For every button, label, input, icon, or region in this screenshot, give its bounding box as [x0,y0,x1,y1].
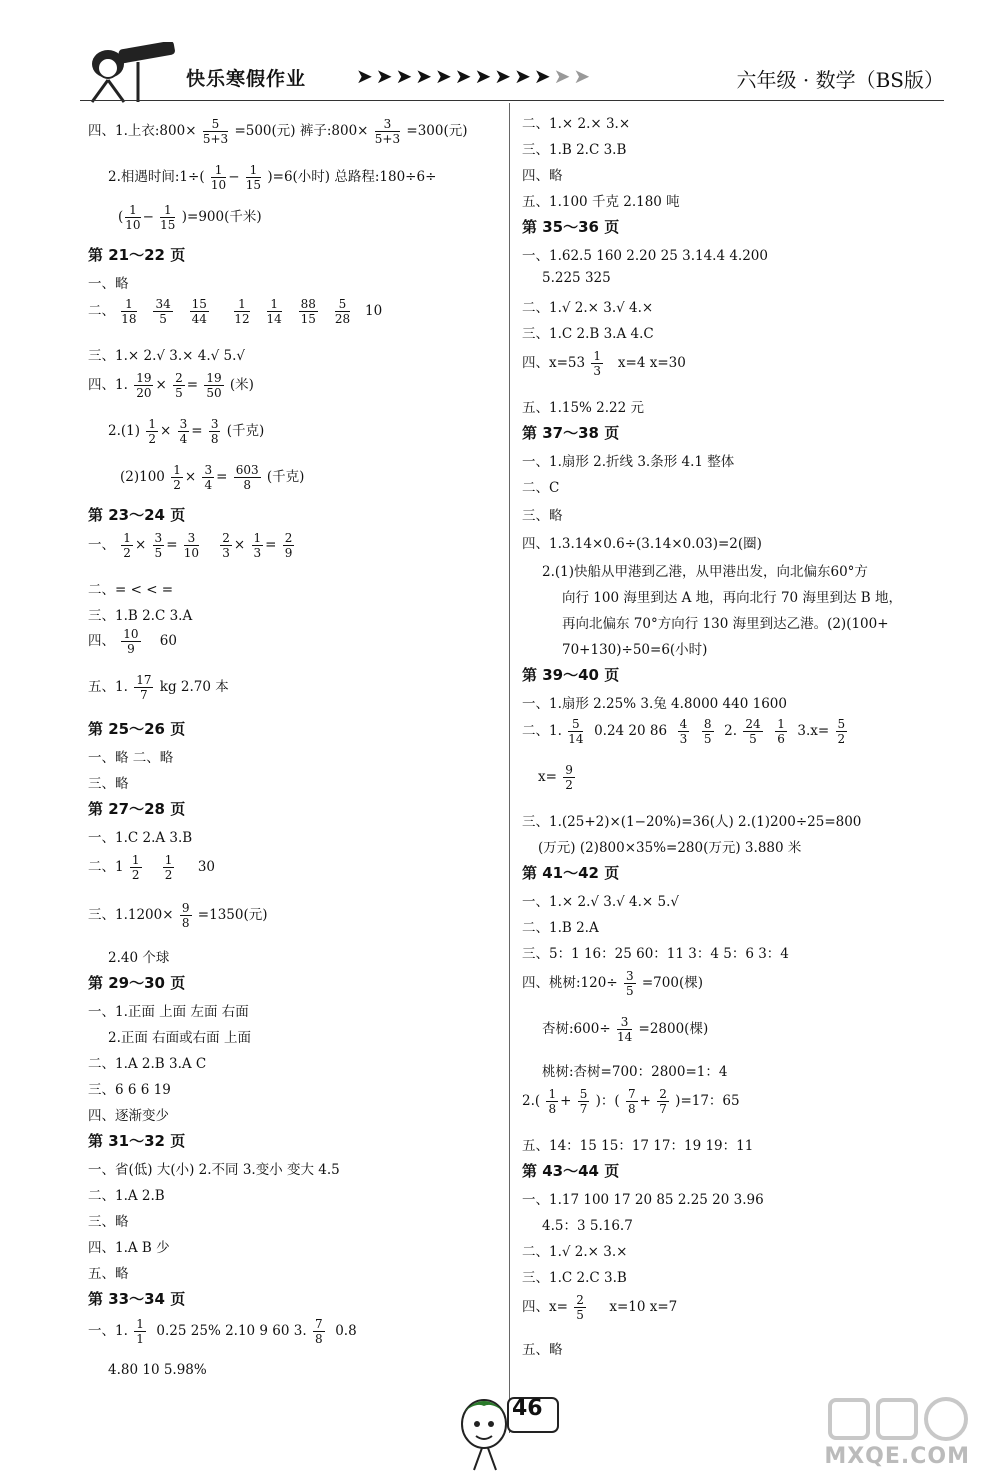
answer-line [88,628,177,655]
num: 2 [222,531,230,545]
den: 2 [173,478,181,492]
answer-line [88,854,215,881]
fraction [234,464,261,491]
fraction [178,418,190,445]
fraction [299,298,318,325]
answer-line: 2.(1)快船从甲港到乙港，从甲港出发，向北偏东60°方 [542,564,868,580]
den: 15 [160,218,176,232]
den: 10 [210,178,227,192]
answer-line: 一、1.62.5 160 2.20 25 3.14.4 4.200 [522,248,768,264]
num: 3 [617,1016,632,1030]
den: 3 [222,546,230,560]
fraction [624,970,636,997]
num: 5 [837,717,846,731]
answer-line: 三、6 6 6 19 [88,1082,171,1098]
header-rule [80,100,944,101]
fraction [134,674,153,701]
fraction [202,464,214,491]
fraction [121,532,133,559]
num: 3 [625,969,634,983]
den: 7 [140,688,148,702]
text: (千克) [226,423,265,439]
answer-line: 2.正面 右面或右面 上面 [108,1030,251,1046]
text: kg 2.70 本 [159,679,229,695]
num: 2 [659,1087,667,1101]
num: 1 [136,1317,144,1331]
section-heading: 第 29～30 页 [88,974,186,992]
den: 2 [131,868,140,882]
text: (千克) [266,469,305,485]
num: 19 [206,371,222,385]
fraction [283,532,295,559]
num: 5 [579,1087,588,1101]
fraction [591,350,603,377]
answer-line: 桃树:杏树=700：2800=1：4 [542,1064,728,1080]
brand-happy: 快乐 [186,68,227,90]
den: 9 [127,642,135,656]
den: 8 [314,1332,323,1346]
fraction [130,854,142,881]
fraction [134,372,153,399]
num: 1 [246,164,261,178]
fraction [702,718,714,745]
text: 四、1. [88,377,128,393]
answer-line: 四、1.3.14×0.6÷(3.14×0.03)=2(圈) [522,536,762,552]
text: 四、1.上衣:800× [88,123,197,139]
den: 8 [243,478,251,492]
answer-line: 一、 $\frac{1}{2}$ × $\frac{3}{5}$ = $\frac{3}{10}$ $\frac{2}{3}$ × $\frac{1}{3}$ = $\frac{2}{9}$ [88,531,293,560]
den: 3 [253,546,262,560]
den: 1 [136,1332,144,1346]
text: 四、x= [522,1299,568,1315]
text: 二、 [88,303,115,319]
text: 2.( [522,1093,541,1109]
text: x= [538,769,557,785]
num: 5 [203,118,228,132]
answer-line: 一、省(低) 大(小) 2.不同 3.变小 变大 4.5 [88,1162,340,1178]
fraction [153,298,172,325]
answer-line: 二、C [522,480,560,496]
answer-line: 三、略 [522,508,563,524]
den: 3 [593,364,602,378]
answer-line: 二、1.× 2.× 3.× [522,116,631,132]
answer-line: 二、1.√ 2.× 3.× [522,1244,628,1260]
answer-line: 四、略 [522,168,563,184]
den: 50 [206,386,222,400]
fraction [209,418,221,445]
den: 4 [204,478,213,492]
text: 60 [159,633,177,649]
arrow-decoration [356,64,593,88]
num: 3 [375,118,400,132]
answer-line: 5.225 325 [542,270,611,286]
answer-line [88,1318,357,1345]
text: 0.24 20 86 [594,723,668,739]
answer-line: ( $\frac{1}{10}$ − $\frac{1}{15}$ )=900(千米) [118,203,262,232]
num: 10 [123,627,139,641]
num: 603 [235,463,259,477]
text: 30 [197,859,215,875]
den: 5 [175,386,183,400]
answer-line [522,718,849,745]
den: 5+3 [202,132,229,146]
num: 24 [745,717,761,731]
den: 28 [334,312,351,326]
text: 杏树:600÷ [542,1021,611,1037]
fraction [204,372,223,399]
text: 二、1. [522,723,562,739]
column-divider [509,103,510,1433]
grade-subject-label: 六年级 · 数学（BS版） [736,68,944,92]
num: 2 [284,531,293,545]
text: )=17：65 [675,1093,740,1109]
answer-line: 三、1.(25+2)×(1−20%)=36(人) 2.(1)200÷25=800 [522,814,862,830]
fraction [153,532,165,559]
fraction [836,718,848,745]
text: 二、1 [88,859,124,875]
text: x=4 x=30 [617,355,686,371]
answer-line: 2.40 个球 [108,950,170,966]
section-heading: 第 35～36 页 [522,218,620,236]
text: =700(棵) [641,975,703,991]
num: 1 [148,417,156,431]
text: 四、桃树:120÷ [522,975,618,991]
num: 88 [300,297,316,311]
answer-line [88,298,382,325]
answer-line: 四、1.A B 少 [88,1240,170,1256]
num: 1 [548,1087,557,1101]
fraction [171,464,183,491]
text: 四、 [88,633,115,649]
den: 5 [749,732,757,746]
answer-line: 向行 100 海里到达 A 地，再向北行 70 海里到达 B 地， [562,590,902,606]
fraction [563,764,575,791]
fraction [252,532,264,559]
num: 1 [777,717,785,731]
num: 1 [211,164,226,178]
workbook-brand [186,64,306,91]
answer-line: 四、逐渐变少 [88,1108,169,1124]
answer-line: 三、1.× 2.√ 3.× 4.√ 5.√ [88,348,245,364]
num: 2 [175,371,183,385]
num: 4 [679,717,688,731]
fraction [743,718,762,745]
answer-line: 四、1. $\frac{19}{20}$ × $\frac{2}{5}$ = $\frac{19}{50}$ (米) [88,371,254,400]
num: 1 [160,204,175,218]
den: 12 [234,312,250,326]
den: 5 [154,546,163,560]
answer-line: 五、略 [522,1342,563,1358]
section-heading: 第 23～24 页 [88,506,186,524]
fraction [134,1318,146,1345]
answer-line: (2)100 $\frac{1}{2}$ × $\frac{3}{4}$ = $\frac{603}{8}$ (千克) [120,463,305,492]
section-heading: 第 39～40 页 [522,666,620,684]
text: 0.8 [335,1323,357,1339]
num: 9 [181,901,190,915]
num: 1 [121,298,136,312]
fraction [125,204,140,231]
fraction [574,1294,586,1321]
fraction [678,718,690,745]
answer-line: 二、1.√ 2.× 3.√ 4.× [522,300,654,316]
answer-line [88,118,468,145]
brand-winter-homework: 寒假作业 [226,68,307,90]
answer-line: 二、1.A 2.B 3.A C [88,1056,207,1072]
text: 一、 [88,537,115,553]
den: 2 [123,546,131,560]
text: =500(元) 裤子:800× [234,123,369,139]
text: 2. [724,723,738,739]
section-heading: 第 27～28 页 [88,800,186,818]
num: 3 [184,532,199,546]
text: 四、x=53 [522,355,586,371]
fraction [578,1088,590,1115]
den: 7 [579,1102,588,1116]
num: 34 [155,297,171,311]
answer-line: 一、略 [88,276,129,292]
den: 2 [565,778,573,792]
den: 5 [159,312,167,326]
num: 1 [267,298,282,312]
num: 5 [335,298,350,312]
den: 2 [164,868,173,882]
text: x=10 x=7 [609,1299,678,1315]
fraction [160,204,175,231]
answer-line: 4.5：3 5.16.7 [542,1218,633,1234]
num: 5 [568,718,583,732]
answer-line: 一、1.17 100 17 20 85 2.25 20 3.96 [522,1192,764,1208]
num: 19 [136,371,152,385]
text: =2800(棵) [638,1021,709,1037]
fraction [313,1318,325,1345]
den: 3 [679,732,688,746]
answer-line: 一、略 二、略 [88,750,174,766]
den: 6 [777,732,785,746]
fraction [234,298,249,325]
text: 10 [364,303,383,319]
num: 2 [576,1293,584,1307]
answer-line: 一、1.扇形 2.折线 3.条形 4.1 整体 [522,454,735,470]
answer-line: 2.( $\frac{1}{8}$ + $\frac{5}{7}$ )：( $\frac{7}{8}$ + $\frac{2}{7}$ )=17：65 [522,1087,740,1116]
num: 15 [191,297,207,311]
fraction [246,164,261,191]
section-heading: 第 33～34 页 [88,1290,186,1308]
answer-line: 二、= < < = [88,582,174,598]
text: 2.(1) [108,423,141,439]
num: 9 [565,763,573,777]
arrow-row: ➤➤➤➤➤➤➤➤➤➤ [356,64,554,88]
num: 3 [179,417,188,431]
mascot-scroll-icon [452,1384,562,1474]
answer-line: 一、1.正面 上面 左面 右面 [88,1004,249,1020]
fraction [546,1088,558,1115]
fraction [146,418,158,445]
num: 8 [703,717,712,731]
den: 20 [136,386,152,400]
den: 8 [181,916,190,930]
answer-line: 三、1.B 2.C 3.A [88,608,193,624]
den: 15 [300,312,316,326]
text: =300(元) [406,123,468,139]
num: 1 [125,204,140,218]
answer-line: 一、1.扇形 2.25% 3.兔 4.8000 440 1600 [522,696,787,712]
fraction [375,118,400,145]
answer-line [88,674,229,701]
den: 10 [125,218,141,232]
fraction [568,718,583,745]
den: 8 [210,432,219,446]
answer-line [538,764,577,791]
answer-line: 二、1.A 2.B [88,1188,165,1204]
fraction [617,1016,632,1043]
fraction [121,298,136,325]
text: (2)100 [120,469,165,485]
answer-line: 4.80 10 5.98% [108,1362,207,1378]
answer-line: 一、1.× 2.√ 3.√ 4.× 5.√ [522,894,679,910]
watermark-text: MXQE.COM [824,1444,970,1469]
num: 17 [136,673,152,687]
den: 44 [191,312,207,326]
den: 5 [625,984,634,998]
den: 2 [148,432,156,446]
answer-line [522,350,686,377]
text: )=6(小时) 总路程:180÷6÷ [267,169,437,185]
fraction [163,854,175,881]
text: 2.相遇时间:1÷( [108,169,205,185]
text: 一、1. [88,1323,128,1339]
fraction [626,1088,638,1115]
fraction [203,118,228,145]
num: 1 [234,298,249,312]
text: =1350(元) [197,907,268,923]
section-heading: 第 41～42 页 [522,864,620,882]
section-heading: 第 25～26 页 [88,720,186,738]
fraction [184,532,199,559]
fraction [173,372,185,399]
num: 1 [164,853,173,867]
fraction [220,532,232,559]
den: 14 [266,312,282,326]
fraction [180,902,192,929]
den: 5+3 [374,132,401,146]
text: 0.25 25% 2.10 9 60 3. [156,1323,307,1339]
den: 14 [568,732,584,746]
num: 1 [131,853,140,867]
fraction [267,298,282,325]
den: 5 [576,1308,584,1322]
answer-line: 70+130)÷50=6(小时) [562,642,708,658]
num: 3 [154,531,163,545]
text: 五、1. [88,679,128,695]
answer-line: 五、1.100 千克 2.180 吨 [522,194,680,210]
answer-line: (万元) (2)800×35%=280(万元) 3.880 米 [538,840,802,856]
den: 7 [659,1102,667,1116]
answer-line: 五、1.15% 2.22 元 [522,400,645,416]
mascot-telescope-icon [78,42,178,104]
answer-line: 三、略 [88,1214,129,1230]
answer-line [522,1294,677,1321]
text: 三、1.1200× [88,907,174,923]
answer-line: 2.(1) $\frac{1}{2}$ × $\frac{3}{4}$ = $\frac{3}{8}$ (千克) [108,417,265,446]
text: (米) [229,377,254,393]
answer-line: 三、1.B 2.C 3.B [522,142,627,158]
text: 3.x= [797,723,830,739]
den: 15 [245,178,262,192]
section-heading: 第 43～44 页 [522,1162,620,1180]
num: 3 [210,417,219,431]
den: 4 [179,432,188,446]
answer-line: 二、1.B 2.A [522,920,599,936]
answer-line: 一、1.C 2.A 3.B [88,830,193,846]
fraction [190,298,209,325]
num: 1 [123,531,131,545]
fraction [775,718,787,745]
den: 5 [703,732,712,746]
fraction [657,1088,669,1115]
num: 1 [173,463,181,477]
section-heading: 第 37～38 页 [522,424,620,442]
den: 14 [616,1030,633,1044]
answer-line: 五、略 [88,1266,129,1282]
num: 7 [627,1087,636,1101]
answer-line [88,902,268,929]
den: 8 [548,1102,557,1116]
num: 1 [253,531,262,545]
answer-line: 再向北偏东 70°方向行 130 海里到达乙港。(2)(100+ [562,616,889,632]
fraction [211,164,226,191]
den: 8 [627,1102,636,1116]
num: 7 [314,1317,323,1331]
arrow-row-fade: ➤➤ [553,64,594,88]
den: 18 [121,312,137,326]
page-number: 46 [512,1396,543,1421]
answer-line: 2.相遇时间:1÷( $\frac{1}{10}$ − $\frac{1}{15}$ )=6(小时) 总路程:180÷6÷ [108,163,437,192]
den: 2 [837,732,846,746]
answer-line [522,970,703,997]
text: )：( [595,1093,620,1109]
answer-line: 五、14：15 15：17 17：19 19：11 [522,1138,754,1154]
answer-line [542,1016,708,1043]
num: 3 [204,463,213,477]
answer-line: 三、1.C 2.C 3.B [522,1270,627,1286]
fraction [121,628,140,655]
fraction [335,298,350,325]
section-heading: 第 21～22 页 [88,246,186,264]
text: )=900(千米) [181,209,262,225]
answer-line: 三、略 [88,776,129,792]
num: 1 [593,349,602,363]
page-header [0,0,1000,110]
answer-line: 三、1.C 2.B 3.A 4.C [522,326,654,342]
section-heading: 第 31～32 页 [88,1132,186,1150]
den: 10 [183,546,200,560]
answer-line: 三、5：1 16：25 60：11 3：4 5：6 3：4 [522,946,789,962]
den: 9 [284,546,293,560]
